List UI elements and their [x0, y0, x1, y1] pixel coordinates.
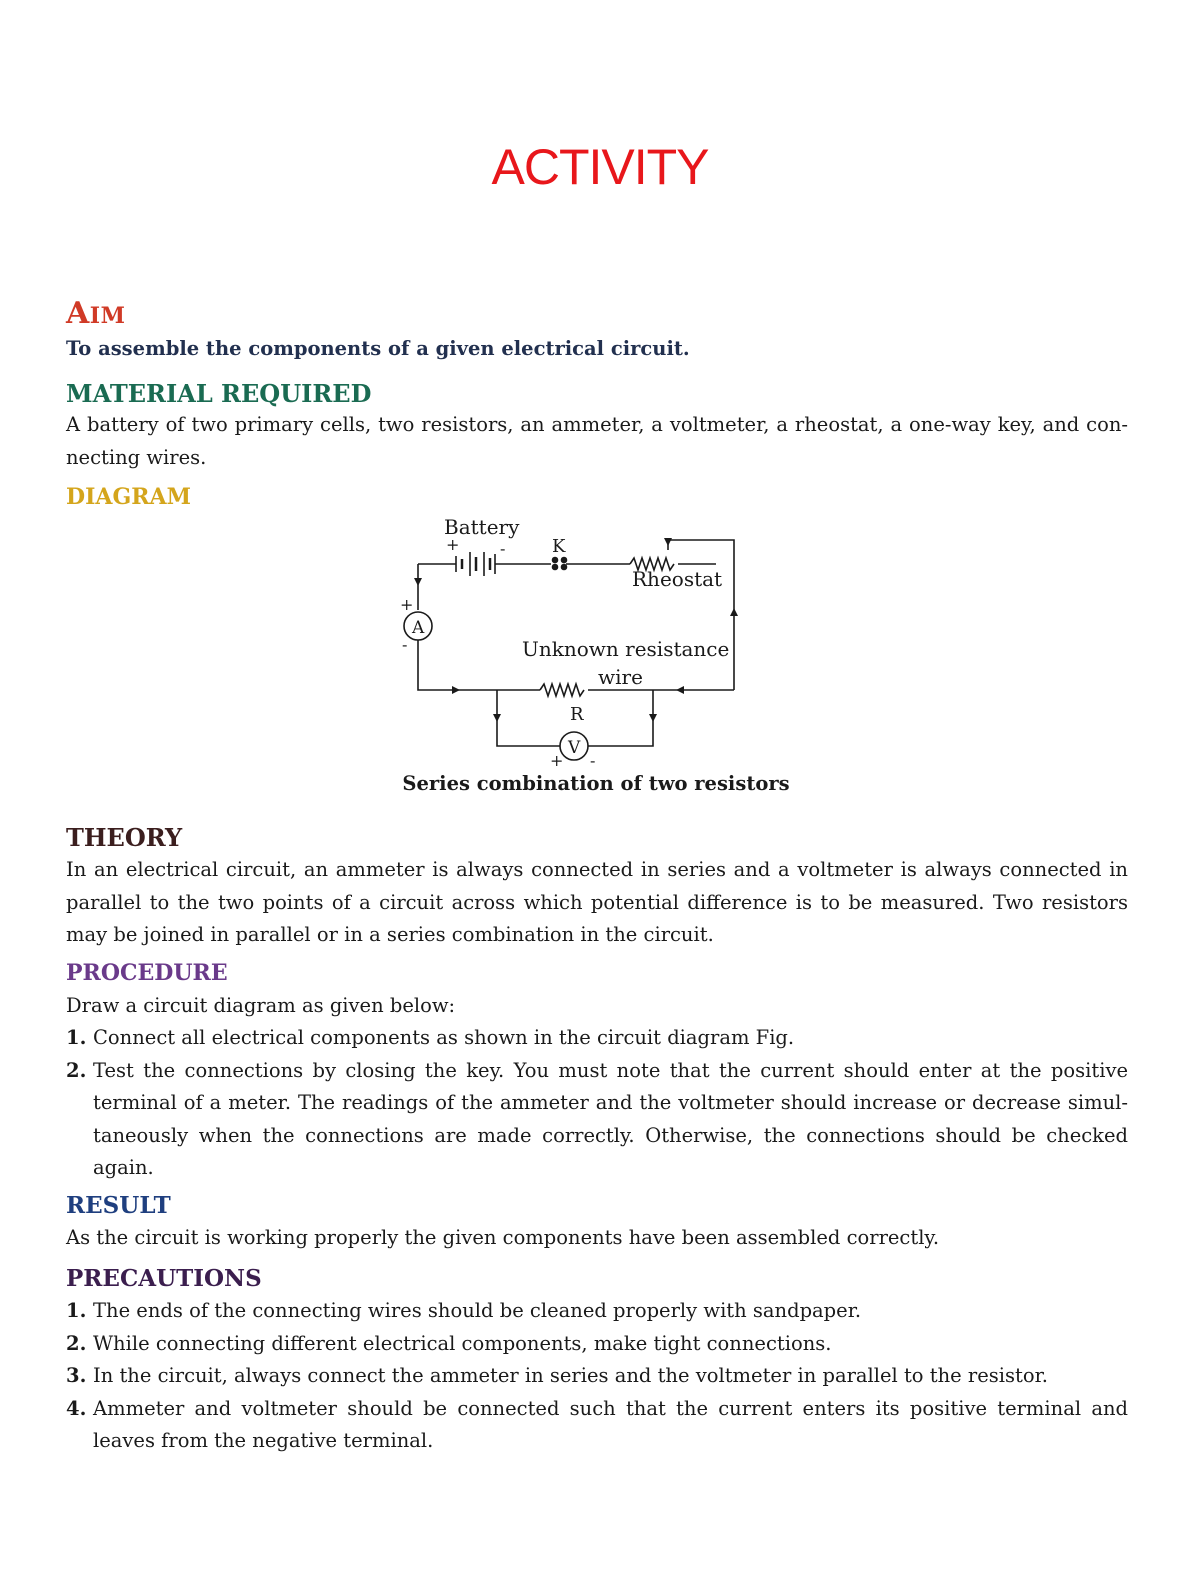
procedure-step	[66, 1022, 1128, 1055]
key-label: K	[552, 536, 566, 557]
precaution-item	[66, 1328, 1128, 1361]
material-text: A battery of two primary cells, two resistors, an ammeter, a voltmeter, a rheostat, a one-way key, and con-necting wires.	[66, 413, 1128, 469]
unknown-resistance-label: Unknown resistance	[522, 637, 730, 661]
aim-heading-rest: IM	[89, 303, 126, 329]
battery-plus: +	[446, 535, 460, 554]
aim-text: To assemble the components of a given electrical circuit.	[66, 337, 690, 360]
procedure-heading: PROCEDURE	[66, 960, 228, 986]
step-number: 2.	[66, 1058, 87, 1082]
page-title: ACTIVITY	[491, 139, 709, 195]
material-heading: MATERIAL REQUIRED	[66, 379, 372, 408]
wire-label: wire	[598, 665, 643, 689]
precaution-text: While connecting different electrical components, make tight connections.	[93, 1331, 832, 1355]
procedure-step	[66, 1055, 1128, 1185]
arrow-slider	[664, 538, 672, 546]
precautions-list	[66, 1295, 1128, 1458]
circuit-diagram	[390, 510, 760, 770]
precautions-heading: PRECAUTIONS	[66, 1265, 262, 1292]
precaution-number: 4.	[66, 1396, 87, 1420]
ammeter-minus: -	[402, 635, 408, 654]
precaution-item	[66, 1295, 1128, 1328]
arrow-voltmeter-left	[493, 714, 501, 722]
procedure-intro: Draw a circuit diagram as given below:	[66, 994, 456, 1017]
result-text: As the circuit is working properly the given components have been assembled correctly.	[66, 1226, 940, 1249]
battery-minus: -	[500, 539, 506, 558]
precaution-item	[66, 1360, 1128, 1393]
battery-symbol	[456, 552, 495, 576]
voltmeter-label: V	[568, 738, 581, 758]
resistor-label: R	[570, 704, 584, 725]
precaution-text: In the circuit, always connect the ammeter in series and the voltmeter in parallel to the resistor.	[93, 1364, 1048, 1387]
ammeter-label: A	[412, 618, 425, 638]
precaution-number: 2.	[66, 1331, 87, 1355]
precaution-text: The ends of the connecting wires should be cleaned properly with sandpaper.	[93, 1299, 862, 1322]
voltmeter-plus: +	[550, 751, 564, 770]
aim-heading-initial: A	[66, 296, 90, 331]
voltmeter-branch	[497, 690, 560, 746]
precaution-item	[66, 1393, 1128, 1458]
step-text: Connect all electrical components as shown in the circuit diagram Fig.	[93, 1026, 795, 1049]
diagram-caption: Series combination of two resistors	[402, 772, 790, 795]
voltmeter-branch-right	[588, 690, 653, 746]
precaution-number: 3.	[66, 1364, 87, 1387]
ammeter-plus: +	[400, 595, 414, 614]
step-number: 1.	[66, 1026, 87, 1049]
arrow-left-down	[414, 578, 422, 586]
arrow-bottom-left	[676, 686, 684, 694]
voltmeter-minus: -	[590, 751, 596, 770]
key-symbol	[553, 558, 567, 570]
arrow-bottom-right	[452, 686, 460, 694]
arrow-voltmeter-right	[649, 714, 657, 722]
theory-heading: THEORY	[66, 823, 183, 852]
rheostat-label: Rheostat	[632, 567, 723, 591]
step-text: Test the connections by closing the key. You must note that the current should enter at the positive terminal of a meter. The readings of the ammeter and the voltmeter should increase or decrease simul-taneously when the connections are made correctly. Otherwise, the connections should be checked again.	[93, 1058, 1128, 1179]
resistor-symbol	[540, 684, 584, 696]
precaution-number: 1.	[66, 1299, 87, 1322]
procedure-list	[66, 1022, 1128, 1185]
aim-heading	[66, 296, 125, 331]
battery-label: Battery	[444, 515, 520, 539]
result-heading: RESULT	[66, 1192, 171, 1219]
theory-text: In an electrical circuit, an ammeter is always connected in series and a voltmeter is always connected in parallel to the two points of a circuit across which potential difference is to be measured. Two resistors may be joined in parallel or in a series combination in the circuit.	[66, 858, 1128, 946]
precaution-text: Ammeter and voltmeter should be connected such that the current enters its positive terminal and leaves from the negative terminal.	[93, 1396, 1128, 1452]
arrow-right-up	[730, 608, 738, 616]
diagram-heading: DIAGRAM	[66, 484, 191, 510]
rheostat-slider	[668, 540, 734, 690]
